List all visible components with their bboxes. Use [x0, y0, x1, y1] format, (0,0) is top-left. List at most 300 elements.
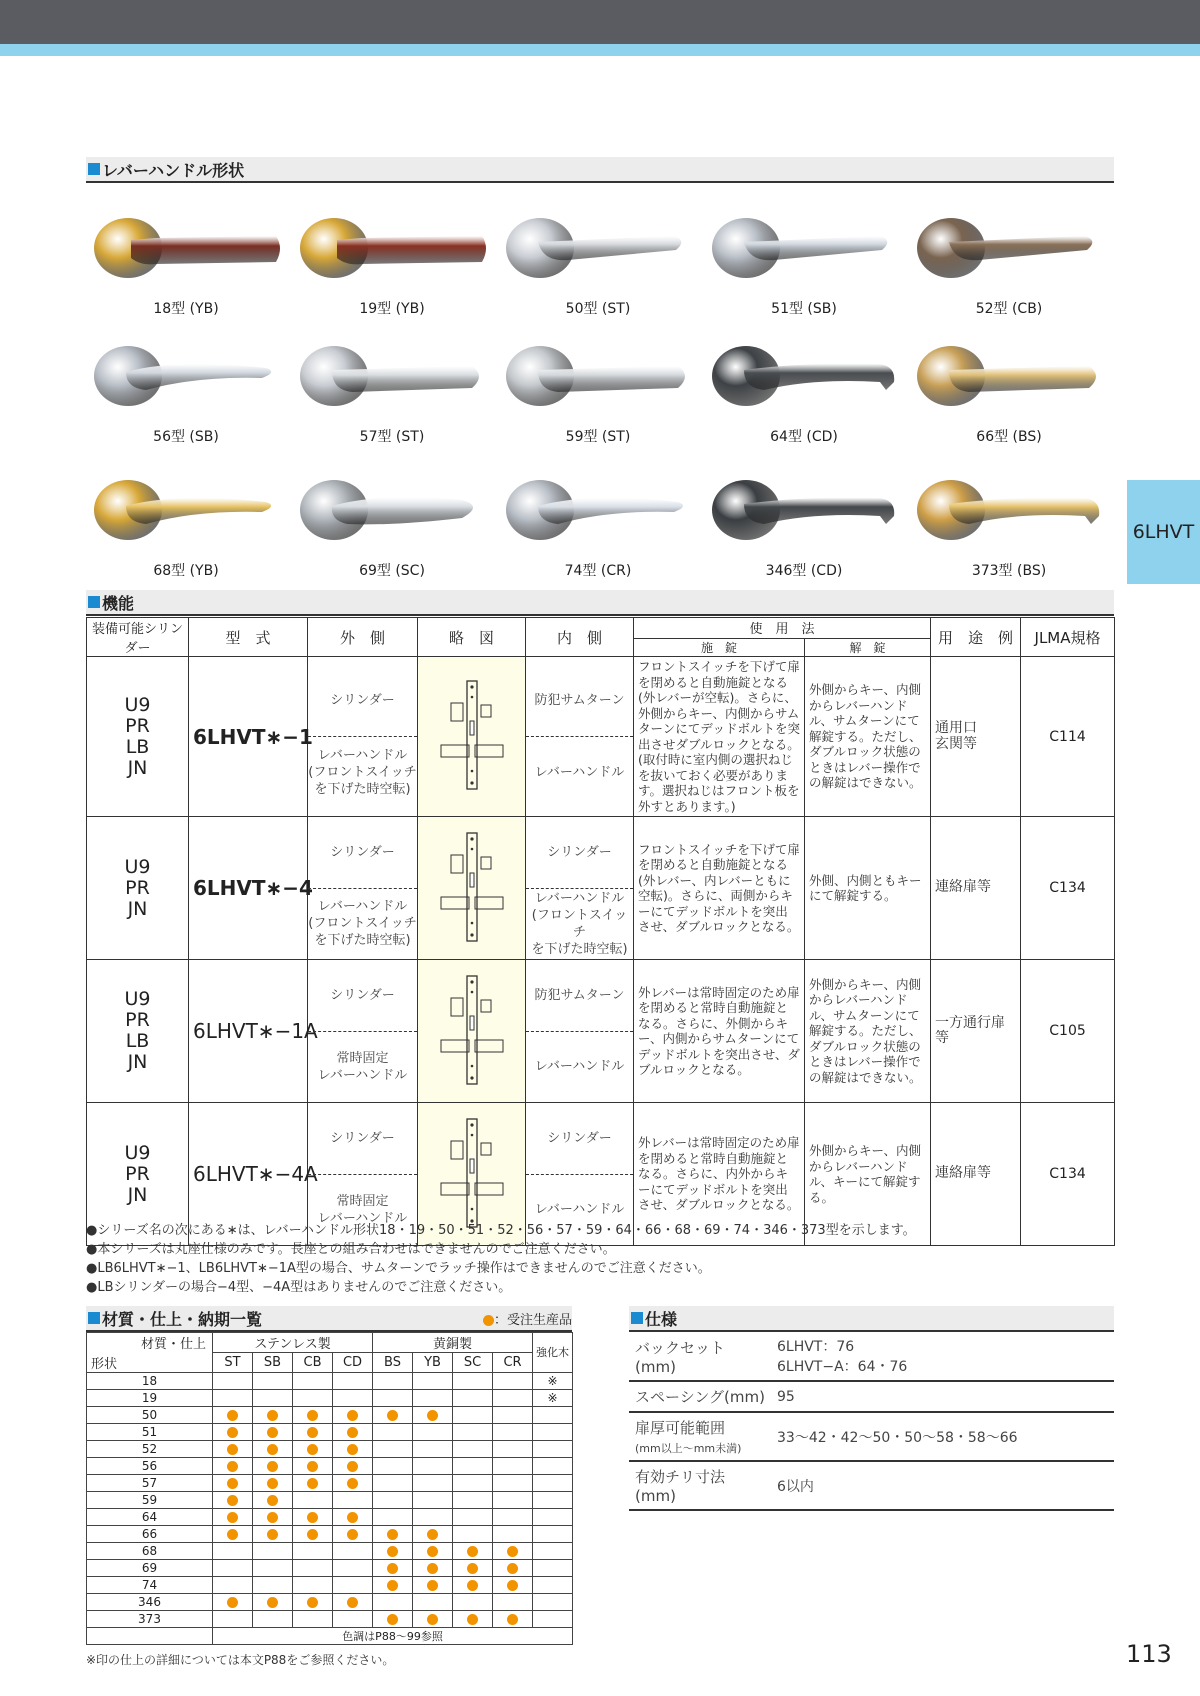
finish-cell	[213, 1457, 253, 1474]
order-dot-icon	[427, 1529, 438, 1540]
handle-photo-icon	[498, 328, 698, 418]
inside-bottom: レバーハンドル	[534, 1059, 625, 1075]
order-dot-icon	[267, 1444, 278, 1455]
outside-top: シリンダー	[308, 817, 417, 889]
finish-cell	[333, 1508, 373, 1525]
spec-section-title: 仕様	[645, 1309, 678, 1329]
handle-item	[909, 328, 1109, 453]
legend-label: ：受注生産品	[493, 1312, 572, 1328]
finish-cell	[373, 1457, 413, 1474]
finish-cell	[293, 1474, 333, 1491]
finish-cell	[413, 1389, 453, 1406]
finish-cell	[413, 1542, 453, 1559]
finish-cell	[493, 1576, 533, 1593]
note-item: ●本シリーズは丸座仕様のみです。長座との組み合わせはできませんのでご注意ください。	[86, 1242, 616, 1257]
lock-diagram-icon	[437, 970, 507, 1090]
finish-cell	[373, 1474, 413, 1491]
order-dot-icon	[427, 1563, 438, 1574]
wood-cell	[533, 1440, 573, 1457]
finish-cell	[373, 1525, 413, 1542]
model-code: 6LHVT∗−1A	[189, 960, 308, 1103]
finish-cell	[453, 1610, 493, 1627]
finish-cell	[293, 1406, 333, 1423]
finish-cell	[453, 1372, 493, 1389]
materials-row	[87, 1525, 573, 1542]
finish-cell	[333, 1559, 373, 1576]
spec-value: 6以内	[771, 1461, 1114, 1510]
page-number: 113	[1126, 1640, 1172, 1668]
handle-item	[909, 462, 1109, 587]
function-row	[87, 657, 1115, 817]
finish-cell	[293, 1525, 333, 1542]
spec-row	[629, 1412, 1114, 1461]
finish-cell	[253, 1474, 293, 1491]
finish-cell	[333, 1406, 373, 1423]
handle-photo-icon	[704, 462, 904, 552]
usage-example: 一方通行扉等	[931, 960, 1021, 1103]
order-dot-icon	[507, 1546, 518, 1557]
finish-cell	[373, 1508, 413, 1525]
handle-photo-icon	[292, 200, 492, 290]
order-dot-icon	[347, 1478, 358, 1489]
finish-cell	[453, 1389, 493, 1406]
order-dot-icon	[267, 1410, 278, 1421]
inside-bottom: レバーハンドル	[534, 1202, 625, 1218]
usage-example: 通用口 玄関等	[931, 657, 1021, 817]
finish-cell	[493, 1440, 533, 1457]
handle-item	[292, 328, 492, 453]
materials-row	[87, 1457, 573, 1474]
wood-cell	[533, 1474, 573, 1491]
order-dot-icon	[267, 1478, 278, 1489]
section-marker	[88, 1312, 100, 1324]
wood-cell	[533, 1508, 573, 1525]
handle-item	[704, 462, 904, 587]
inside-top: シリンダー	[526, 1103, 633, 1175]
inside-top: 防犯サムターン	[526, 666, 633, 738]
finish-cell	[333, 1457, 373, 1474]
shape-label: 19	[87, 1389, 213, 1406]
finish-cell	[253, 1508, 293, 1525]
group-brass: 黄銅製	[373, 1333, 533, 1353]
order-dot-icon	[427, 1614, 438, 1625]
model-code: 6LHVT∗−4	[189, 817, 308, 960]
finish-cell	[413, 1457, 453, 1474]
shape-label: 373	[87, 1610, 213, 1627]
finish-cell	[253, 1610, 293, 1627]
order-dot-icon	[387, 1563, 398, 1574]
materials-row	[87, 1559, 573, 1576]
order-dot-icon	[427, 1546, 438, 1557]
finish-cell	[373, 1576, 413, 1593]
finish-cell	[493, 1593, 533, 1610]
finish-cell	[213, 1593, 253, 1610]
spec-value: 6LHVT：76 6LHVT−A：64・76	[771, 1332, 1114, 1381]
order-dot-icon	[387, 1614, 398, 1625]
header-stripe	[0, 44, 1200, 56]
col-usage: 使 用 法	[634, 618, 931, 639]
handle-photo-icon	[86, 200, 286, 290]
inside-cell	[526, 817, 634, 960]
finish-cell	[293, 1542, 333, 1559]
model-code: 6LHVT∗−1	[189, 657, 308, 817]
materials-row	[87, 1423, 573, 1440]
finish-cell	[493, 1406, 533, 1423]
shape-label: 64	[87, 1508, 213, 1525]
finish-column: ST	[213, 1353, 253, 1373]
finish-cell	[253, 1423, 293, 1440]
diagram-cell	[418, 960, 526, 1103]
finish-cell	[293, 1576, 333, 1593]
finish-cell	[293, 1440, 333, 1457]
lock-method: 外レバーは常時固定のため扉を閉めると常時自動施錠となる。さらに、外側からキー、内側からサムターンにてデッドボルトを突出させ、ダブルロックとなる。	[634, 960, 805, 1103]
finish-cell	[253, 1525, 293, 1542]
order-dot-icon	[227, 1478, 238, 1489]
order-dot-icon	[267, 1427, 278, 1438]
finish-cell	[493, 1423, 533, 1440]
materials-row	[87, 1440, 573, 1457]
finish-cell	[413, 1525, 453, 1542]
finish-cell	[253, 1593, 293, 1610]
finish-cell	[333, 1525, 373, 1542]
order-dot-icon	[267, 1461, 278, 1472]
outside-top: シリンダー	[308, 960, 417, 1032]
finish-cell	[253, 1457, 293, 1474]
order-dot-icon	[307, 1478, 318, 1489]
model-code: 6LHVT∗−4A	[189, 1103, 308, 1246]
spec-section-header	[629, 1306, 1114, 1332]
materials-row	[87, 1508, 573, 1525]
finish-cell	[253, 1559, 293, 1576]
finish-cell	[293, 1559, 333, 1576]
lock-method: フロントスイッチを下げて扉を閉めると自動施錠となる(外レバー、内レバーともに空転)。さらに、両側からキーにてデッドボルトを突出させ、ダブルロックとなる。	[634, 817, 805, 960]
outside-bottom: レバーハンドル (フロントスイッチ を下げた時空転)	[308, 747, 417, 797]
handle-label: 66型 (BS)	[976, 429, 1042, 445]
function-row	[87, 817, 1115, 960]
handle-item	[909, 200, 1109, 325]
spec-sublabel: (mm以上〜mm未満)	[635, 1442, 742, 1455]
shape-label: 52	[87, 1440, 213, 1457]
outside-bottom: 常時固定 レバーハンドル	[317, 1050, 408, 1083]
finish-cell	[493, 1491, 533, 1508]
handle-label: 64型 (CD)	[770, 429, 838, 445]
finish-cell	[493, 1372, 533, 1389]
finish-cell	[333, 1372, 373, 1389]
usage-example: 連絡扉等	[931, 817, 1021, 960]
unlock-method: 外側からキー、内側からレバーハンドル、サムターンにて解錠する。ただし、ダブルロック状態のときはレバー操作での解錠はできない。	[805, 960, 931, 1103]
handle-label: 52型 (CB)	[975, 301, 1043, 317]
order-dot-icon	[427, 1580, 438, 1591]
handle-photo-icon	[909, 200, 1109, 290]
finish-cell	[213, 1372, 253, 1389]
order-dot-icon	[507, 1563, 518, 1574]
jlma-code: C114	[1021, 657, 1115, 817]
order-dot-icon	[267, 1529, 278, 1540]
finish-column: CR	[493, 1353, 533, 1373]
order-dot-icon	[227, 1427, 238, 1438]
finish-cell	[213, 1423, 253, 1440]
order-dot-icon	[307, 1427, 318, 1438]
finish-cell	[333, 1491, 373, 1508]
order-dot-icon	[347, 1444, 358, 1455]
outside-top: シリンダー	[308, 1103, 417, 1175]
handle-item	[704, 200, 904, 325]
finish-cell	[413, 1406, 453, 1423]
order-dot-icon	[307, 1461, 318, 1472]
materials-row	[87, 1389, 573, 1406]
spec-row	[629, 1332, 1114, 1381]
order-dot-icon	[347, 1427, 358, 1438]
order-dot-icon	[227, 1410, 238, 1421]
order-dot-icon	[507, 1580, 518, 1591]
col-lock: 施 錠	[634, 638, 805, 656]
function-table	[86, 617, 1115, 1246]
finish-column: SC	[453, 1353, 493, 1373]
spec-row	[629, 1381, 1114, 1412]
finish-cell	[293, 1389, 333, 1406]
lock-method: 外レバーは常時固定のため扉を閉めると常時自動施錠となる。さらに、内外からキーにてデッドボルトを突出させ、ダブルロックとなる。	[634, 1103, 805, 1246]
spec-value: 95	[771, 1381, 1114, 1412]
col-example: 用 途 例	[931, 618, 1021, 657]
handle-label: 19型 (YB)	[359, 301, 425, 317]
handle-item	[292, 200, 492, 325]
order-dot-icon	[307, 1444, 318, 1455]
spec-label: 有効チリ寸法(mm)	[629, 1461, 771, 1510]
wood-cell	[533, 1406, 573, 1423]
wood-cell: ※	[533, 1389, 573, 1406]
diagram-cell	[418, 817, 526, 960]
finish-cell	[453, 1474, 493, 1491]
jlma-code: C105	[1021, 960, 1115, 1103]
finish-cell	[413, 1593, 453, 1610]
finish-cell	[253, 1372, 293, 1389]
finish-cell	[333, 1576, 373, 1593]
wood-cell	[533, 1610, 573, 1627]
finish-cell	[373, 1559, 413, 1576]
inside-top: シリンダー	[526, 817, 633, 889]
finish-cell	[293, 1610, 333, 1627]
wood-cell	[533, 1593, 573, 1610]
finish-cell	[453, 1423, 493, 1440]
outside-top: シリンダー	[308, 666, 417, 738]
handle-photo-icon	[704, 328, 904, 418]
finish-cell	[253, 1576, 293, 1593]
finish-cell	[493, 1610, 533, 1627]
spec-label: 扉厚可能範囲 (mm以上〜mm未満)	[629, 1412, 771, 1461]
order-dot-icon	[267, 1597, 278, 1608]
materials-note: ※印の仕上の詳細については本文P88をご参照ください。	[86, 1653, 395, 1667]
usage-example: 連絡扉等	[931, 1103, 1021, 1246]
function-row	[87, 960, 1115, 1103]
order-dot-icon	[307, 1512, 318, 1523]
order-dot-icon	[387, 1580, 398, 1591]
materials-row	[87, 1542, 573, 1559]
col-model: 型 式	[189, 618, 308, 657]
order-dot-icon	[227, 1461, 238, 1472]
materials-row	[87, 1491, 573, 1508]
jlma-code: C134	[1021, 817, 1115, 960]
handle-label: 57型 (ST)	[359, 429, 425, 445]
finish-cell	[213, 1440, 253, 1457]
header-bar	[0, 0, 1200, 44]
order-dot-icon	[427, 1410, 438, 1421]
shape-label: 66	[87, 1525, 213, 1542]
handle-item	[292, 462, 492, 587]
finish-cell	[333, 1440, 373, 1457]
finish-cell	[333, 1593, 373, 1610]
cylinder-list: U9 PR LB JN	[87, 960, 189, 1103]
finish-cell	[253, 1406, 293, 1423]
function-section-title: 機能	[102, 593, 135, 613]
order-dot-icon	[467, 1563, 478, 1574]
order-dot-icon	[467, 1580, 478, 1591]
finish-cell	[253, 1440, 293, 1457]
inside-bottom: レバーハンドル	[534, 764, 625, 780]
handle-item	[498, 328, 698, 453]
finish-cell	[453, 1491, 493, 1508]
wood-cell: ※	[533, 1372, 573, 1389]
finish-cell	[333, 1610, 373, 1627]
order-dot-icon	[267, 1512, 278, 1523]
col-outside: 外 側	[308, 618, 418, 657]
series-tab-label: 6LHVT	[1132, 521, 1195, 543]
note-item: ●LB6LHVT∗−1、LB6LHVT∗−1A型の場合、サムターンでラッチ操作はできませんのでご注意ください。	[86, 1261, 711, 1276]
unlock-method: 外側からキー、内側からレバーハンドル、サムターンにて解錠する。ただし、ダブルロック状態のときはレバー操作での解錠はできない。	[805, 657, 931, 817]
finish-cell	[213, 1474, 253, 1491]
legend	[483, 1309, 572, 1328]
handle-label: 18型 (YB)	[153, 301, 219, 317]
finish-cell	[253, 1491, 293, 1508]
materials-row	[87, 1474, 573, 1491]
handle-photo-icon	[498, 200, 698, 290]
shape-label: 74	[87, 1576, 213, 1593]
outside-bottom: 常時固定 レバーハンドル	[317, 1193, 408, 1226]
finish-cell	[373, 1372, 413, 1389]
finish-cell	[213, 1508, 253, 1525]
shape-label: 69	[87, 1559, 213, 1576]
finish-cell	[333, 1542, 373, 1559]
finish-cell	[373, 1406, 413, 1423]
materials-section-header	[86, 1306, 572, 1332]
handle-photo-icon	[704, 200, 904, 290]
handle-item	[86, 328, 286, 453]
handle-item	[86, 200, 286, 325]
section-marker	[88, 163, 100, 175]
finish-cell	[253, 1542, 293, 1559]
order-dot-icon	[307, 1410, 318, 1421]
handle-label: 56型 (SB)	[153, 429, 219, 445]
cylinder-list: U9 PR JN	[87, 817, 189, 960]
finish-column: CD	[333, 1353, 373, 1373]
unlock-method: 外側、内側ともキーにて解錠する。	[805, 817, 931, 960]
col-jlma: JLMA規格	[1021, 618, 1115, 657]
finish-cell	[213, 1406, 253, 1423]
inside-top: 防犯サムターン	[526, 960, 633, 1032]
finish-cell	[453, 1406, 493, 1423]
wood-cell	[533, 1542, 573, 1559]
finish-cell	[213, 1542, 253, 1559]
finish-cell	[493, 1474, 533, 1491]
order-dot-icon	[307, 1529, 318, 1540]
outside-cell	[308, 960, 418, 1103]
finish-cell	[373, 1389, 413, 1406]
cylinder-list: U9 PR JN	[87, 1103, 189, 1246]
materials-row	[87, 1593, 573, 1610]
finish-cell	[413, 1576, 453, 1593]
order-dot-icon	[467, 1546, 478, 1557]
materials-row	[87, 1576, 573, 1593]
finish-cell	[493, 1508, 533, 1525]
handle-label: 59型 (ST)	[565, 429, 631, 445]
series-tab[interactable]	[1127, 480, 1200, 584]
corner-bottom: 形状	[87, 1353, 213, 1373]
finish-cell	[413, 1440, 453, 1457]
finish-column: CB	[293, 1353, 333, 1373]
finish-cell	[413, 1423, 453, 1440]
finish-cell	[213, 1576, 253, 1593]
finish-cell	[293, 1372, 333, 1389]
finish-cell	[453, 1593, 493, 1610]
finish-column: YB	[413, 1353, 453, 1373]
col-inside: 内 側	[526, 618, 634, 657]
wood-cell	[533, 1423, 573, 1440]
handle-label: 74型 (CR)	[564, 563, 632, 579]
finish-cell	[293, 1491, 333, 1508]
handles-section-title: レバーハンドル形状	[102, 160, 245, 180]
finish-cell	[373, 1542, 413, 1559]
finish-cell	[293, 1593, 333, 1610]
order-dot-icon	[483, 1315, 494, 1326]
finish-cell	[413, 1372, 453, 1389]
handle-photo-icon	[86, 462, 286, 552]
finish-cell	[413, 1610, 453, 1627]
note-item: ●LBシリンダーの場合−4型、−4A型はありませんのでご注意ください。	[86, 1280, 512, 1295]
outside-cell	[308, 817, 418, 960]
finish-cell	[213, 1559, 253, 1576]
handle-photo-icon	[498, 462, 698, 552]
order-dot-icon	[227, 1512, 238, 1523]
col-cylinder: 装備可能シリンダー	[87, 618, 189, 657]
handle-item	[498, 200, 698, 325]
inside-cell	[526, 960, 634, 1103]
finish-cell	[493, 1559, 533, 1576]
finish-cell	[453, 1440, 493, 1457]
order-dot-icon	[507, 1614, 518, 1625]
order-dot-icon	[387, 1410, 398, 1421]
shape-label: 68	[87, 1542, 213, 1559]
materials-section-title: 材質・仕上・納期一覧	[102, 1309, 263, 1329]
finish-cell	[213, 1610, 253, 1627]
col-unlock: 解 錠	[805, 638, 931, 656]
wood-cell	[533, 1491, 573, 1508]
finish-cell	[453, 1457, 493, 1474]
shape-label: 50	[87, 1406, 213, 1423]
handle-item	[498, 462, 698, 587]
handle-item	[86, 462, 286, 587]
materials-table	[86, 1332, 573, 1645]
order-dot-icon	[347, 1410, 358, 1421]
spec-row	[629, 1461, 1114, 1510]
lock-method: フロントスイッチを下げて扉を閉めると自動施錠となる(外レバーが空転)。さらに、外側からキー、内側からサムターンにてデッドボルトを突出させダブルロックとなる。(取付時に室内側の選択ねじを抜いておく必要があります。選択ねじはフロント板を外すとあります。)	[634, 657, 805, 817]
handle-photo-icon	[86, 328, 286, 418]
section-marker	[88, 596, 100, 608]
handle-label: 50型 (ST)	[565, 301, 631, 317]
wood-cell	[533, 1457, 573, 1474]
materials-row	[87, 1610, 573, 1627]
finish-cell	[293, 1508, 333, 1525]
finish-cell	[453, 1576, 493, 1593]
finish-cell	[293, 1457, 333, 1474]
